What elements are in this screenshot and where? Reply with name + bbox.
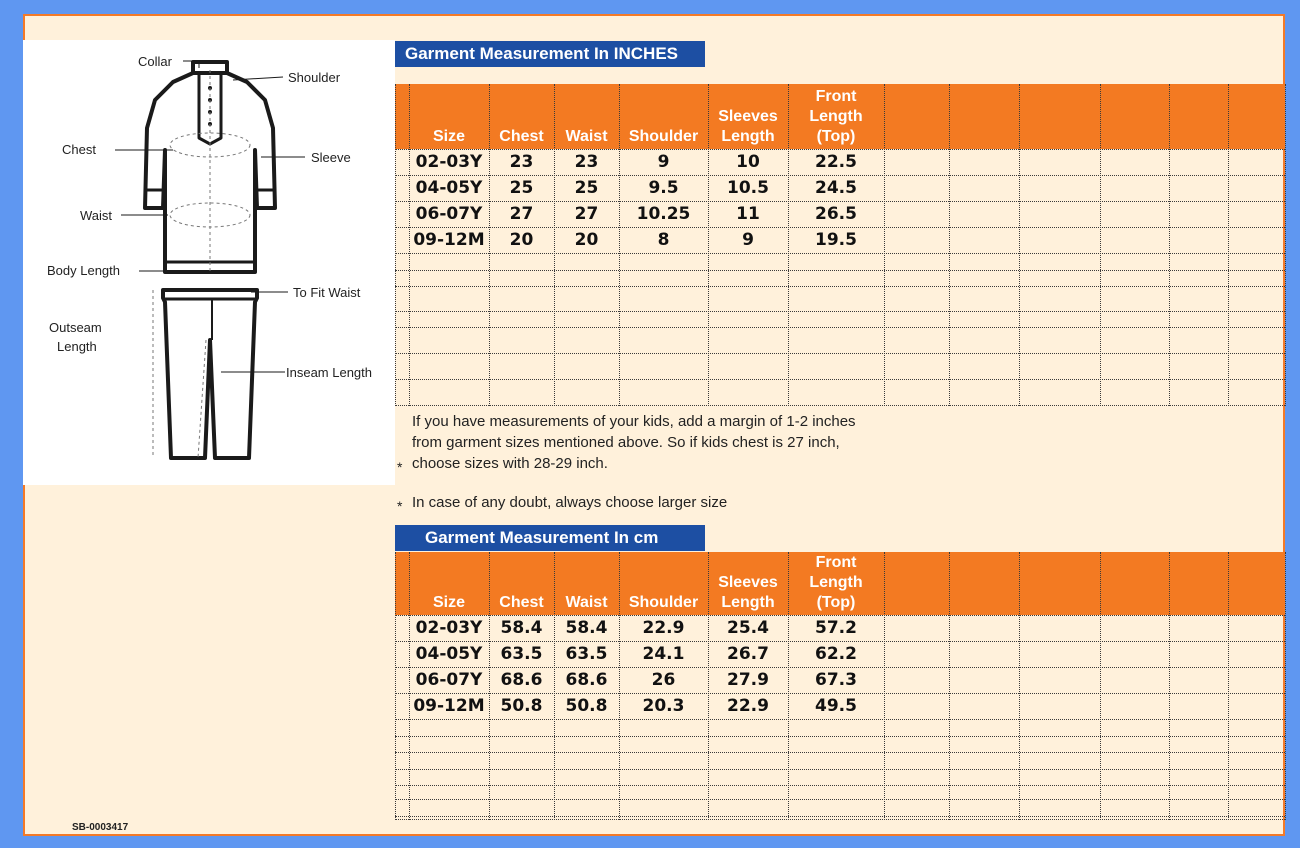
grid-line bbox=[395, 327, 1285, 328]
table-cell: 50.8 bbox=[565, 696, 608, 716]
table-cell: 04-05Y bbox=[415, 644, 483, 664]
table-cell: 9.5 bbox=[648, 178, 679, 198]
table-cell: 04-05Y bbox=[415, 178, 483, 198]
table-cell: 10.5 bbox=[727, 178, 769, 198]
table-cell: 24.5 bbox=[815, 178, 857, 198]
grid-line bbox=[395, 311, 1285, 312]
note-larger-size: In case of any doubt, always choose larger size bbox=[412, 494, 728, 511]
table-row bbox=[395, 201, 1285, 227]
cm-table bbox=[395, 552, 1285, 820]
table-cell: 09-12M bbox=[413, 696, 485, 716]
column-header: Chest bbox=[499, 128, 544, 145]
grid-line bbox=[395, 785, 1285, 786]
table-header-row bbox=[395, 552, 1285, 615]
grid-line bbox=[395, 736, 1285, 737]
grid-line bbox=[395, 719, 1285, 720]
table-cell: 02-03Y bbox=[415, 618, 483, 638]
note-margin: If you have measurements of your kids, add a margin of 1-2 inches from garment sizes mentioned above. So if kids chest is 27 inch, choose sizes with 28-29 inch. bbox=[412, 413, 856, 472]
waist-label: Waist bbox=[80, 208, 113, 223]
column-header: Chest bbox=[499, 594, 544, 611]
table-cell: 22.9 bbox=[727, 696, 769, 716]
table-row bbox=[395, 149, 1285, 175]
table-cell: 19.5 bbox=[815, 230, 857, 250]
table-cell: 26.5 bbox=[815, 204, 857, 224]
table-cell: 68.6 bbox=[565, 670, 608, 690]
grid-line bbox=[395, 769, 1285, 770]
grid-line bbox=[395, 819, 1285, 820]
column-header: Size bbox=[432, 128, 465, 145]
table-cell: 27 bbox=[574, 204, 599, 224]
column-header: Sleeves Length bbox=[718, 108, 778, 145]
table-cell: 63.5 bbox=[500, 644, 543, 664]
table-cell: 49.5 bbox=[815, 696, 857, 716]
shoulder-label: Shoulder bbox=[288, 70, 341, 85]
outseam-label: Outseam bbox=[49, 320, 102, 335]
table-cell: 9 bbox=[657, 152, 670, 172]
table-cell: 62.2 bbox=[815, 644, 857, 664]
table-cell: 9 bbox=[742, 230, 754, 250]
table-header-row bbox=[395, 84, 1285, 149]
grid-line bbox=[395, 405, 1285, 406]
table-row bbox=[395, 227, 1285, 253]
grid-line bbox=[1285, 84, 1286, 406]
table-cell: 58.4 bbox=[565, 618, 608, 638]
table-cell: 22.5 bbox=[815, 152, 857, 172]
to-fit-waist-label: To Fit Waist bbox=[293, 285, 361, 300]
body-length-label: Body Length bbox=[47, 263, 121, 278]
column-header: Waist bbox=[565, 594, 608, 611]
product-code: SB-0003417 bbox=[72, 822, 129, 833]
table-cell: 10.25 bbox=[636, 204, 691, 224]
table-cell: 26.7 bbox=[727, 644, 769, 664]
table-cell: 24.1 bbox=[642, 644, 685, 664]
inseam-length-label: Inseam Length bbox=[286, 365, 373, 380]
table-cell: 10 bbox=[736, 152, 760, 172]
table-cell: 25.4 bbox=[727, 618, 769, 638]
table-cell: 8 bbox=[657, 230, 670, 250]
table-cell: 25 bbox=[509, 178, 534, 198]
sleeve-label: Sleeve bbox=[311, 150, 351, 165]
grid-line bbox=[395, 270, 1285, 271]
table-row bbox=[395, 667, 1285, 693]
inches-table-title: Garment Measurement In INCHES bbox=[395, 41, 705, 67]
grid-line bbox=[395, 799, 1285, 800]
table-cell: 20 bbox=[574, 230, 599, 250]
table-cell: 06-07Y bbox=[415, 670, 483, 690]
column-header: Sleeves Length bbox=[718, 574, 778, 611]
cm-table-title: Garment Measurement In cm bbox=[395, 525, 705, 551]
table-cell: 26 bbox=[651, 670, 676, 690]
table-cell: 02-03Y bbox=[415, 152, 483, 172]
table-row bbox=[395, 615, 1285, 641]
table-cell: 23 bbox=[509, 152, 534, 172]
column-header: Front Length (Top) bbox=[809, 88, 863, 145]
table-cell: 50.8 bbox=[500, 696, 543, 716]
table-cell: 68.6 bbox=[500, 670, 543, 690]
table-cell: 20 bbox=[509, 230, 534, 250]
table-cell: 27.9 bbox=[727, 670, 769, 690]
column-header: Size bbox=[432, 594, 465, 611]
table-cell: 58.4 bbox=[500, 618, 543, 638]
table-cell: 06-07Y bbox=[415, 204, 483, 224]
table-cell: 27 bbox=[509, 204, 534, 224]
table-cell: 20.3 bbox=[642, 696, 685, 716]
table-cell: 25 bbox=[574, 178, 599, 198]
collar-label: Collar bbox=[138, 54, 172, 69]
column-header: Shoulder bbox=[628, 128, 699, 145]
table-cell: 57.2 bbox=[815, 618, 857, 638]
table-cell: 11 bbox=[736, 204, 760, 224]
grid-line bbox=[395, 286, 1285, 287]
table-row bbox=[395, 693, 1285, 719]
grid-line bbox=[395, 816, 1285, 817]
grid-line bbox=[395, 253, 1285, 254]
inches-table bbox=[395, 84, 1285, 406]
table-cell: 22.9 bbox=[642, 618, 685, 638]
table-cell: 09-12M bbox=[413, 230, 485, 250]
table-cell: 67.3 bbox=[815, 670, 857, 690]
garment-diagram bbox=[23, 40, 395, 485]
table-cell: 63.5 bbox=[565, 644, 608, 664]
note-bullet: * bbox=[397, 498, 403, 514]
grid-line bbox=[395, 752, 1285, 753]
column-header: Shoulder bbox=[628, 594, 699, 611]
table-cell: 23 bbox=[574, 152, 599, 172]
grid-line bbox=[395, 379, 1285, 380]
outseam-length-label: Length bbox=[57, 339, 97, 354]
table-row bbox=[395, 641, 1285, 667]
grid-line bbox=[395, 353, 1285, 354]
grid-line bbox=[1285, 552, 1286, 820]
column-header: Front Length (Top) bbox=[809, 554, 863, 611]
table-row bbox=[395, 175, 1285, 201]
note-bullet: * bbox=[397, 459, 403, 475]
chest-label: Chest bbox=[62, 142, 96, 157]
column-header: Waist bbox=[565, 128, 608, 145]
